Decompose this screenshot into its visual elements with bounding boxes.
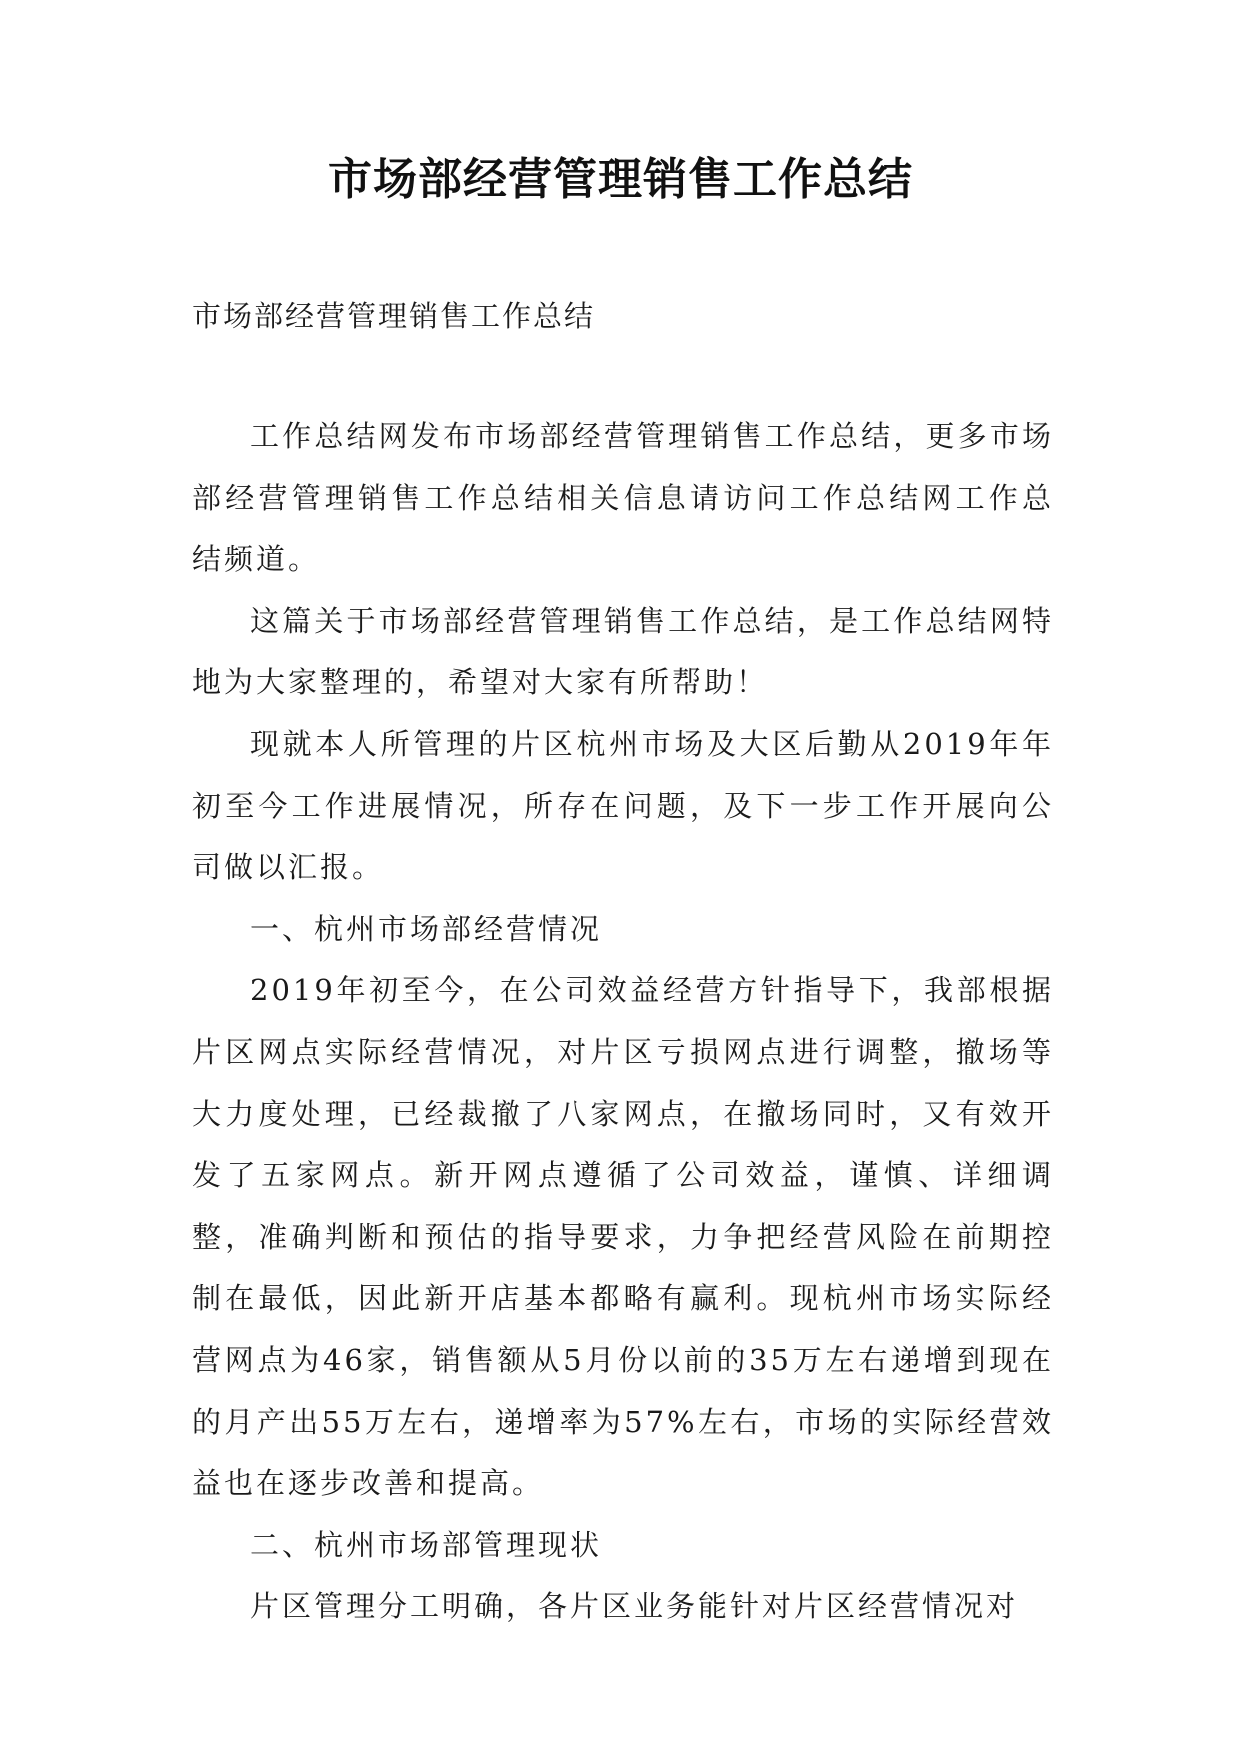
paragraph-note: 这篇关于市场部经营管理销售工作总结，是工作总结网特地为大家整理的，希望对大家有所帮助！ bbox=[192, 603, 1054, 700]
paragraph-intro: 工作总结网发布市场部经营管理销售工作总结，更多市场部经营管理销售工作总结相关信息请访问工作总结网工作总结频道。 bbox=[192, 419, 1054, 577]
document-body bbox=[192, 406, 1054, 1638]
section-heading-management: 二、杭州市场部管理现状 bbox=[250, 1527, 603, 1562]
paragraph-report-scope: 现就本人所管理的片区杭州市场及大区后勤从2019年年初至今工作进展情况，所存在问题，及下一步工作开展向公司做以汇报。 bbox=[192, 726, 1054, 885]
paragraph-management: 片区管理分工明确，各片区业务能针对片区经营情况对 bbox=[250, 1589, 1019, 1624]
document-title: 市场部经营管理销售工作总结 bbox=[328, 154, 913, 205]
paragraph-operations: 2019年初至今，在公司效益经营方针指导下，我部根据片区网点实际经营情况，对片区亏损网点进行调整，撤场等大力度处理，已经裁撤了八家网点，在撤场同时，又有效开发了五家网点。新开网点遵循了公司效益，谨慎、详细调整，准确判断和预估的指导要求，力争把经营风险在前期控制在最低，因此新开店基本都略有赢利。现杭州市场实际经营网点为46家，销售额从5月份以前的35万左右递增到现在的月产出55万左右，递增率为57%左右，市场的实际经营效益也在逐步改善和提高。 bbox=[192, 973, 1054, 1501]
section-heading-operations: 一、杭州市场部经营情况 bbox=[250, 911, 603, 946]
document-subtitle: 市场部经营管理销售工作总结 bbox=[192, 299, 596, 333]
